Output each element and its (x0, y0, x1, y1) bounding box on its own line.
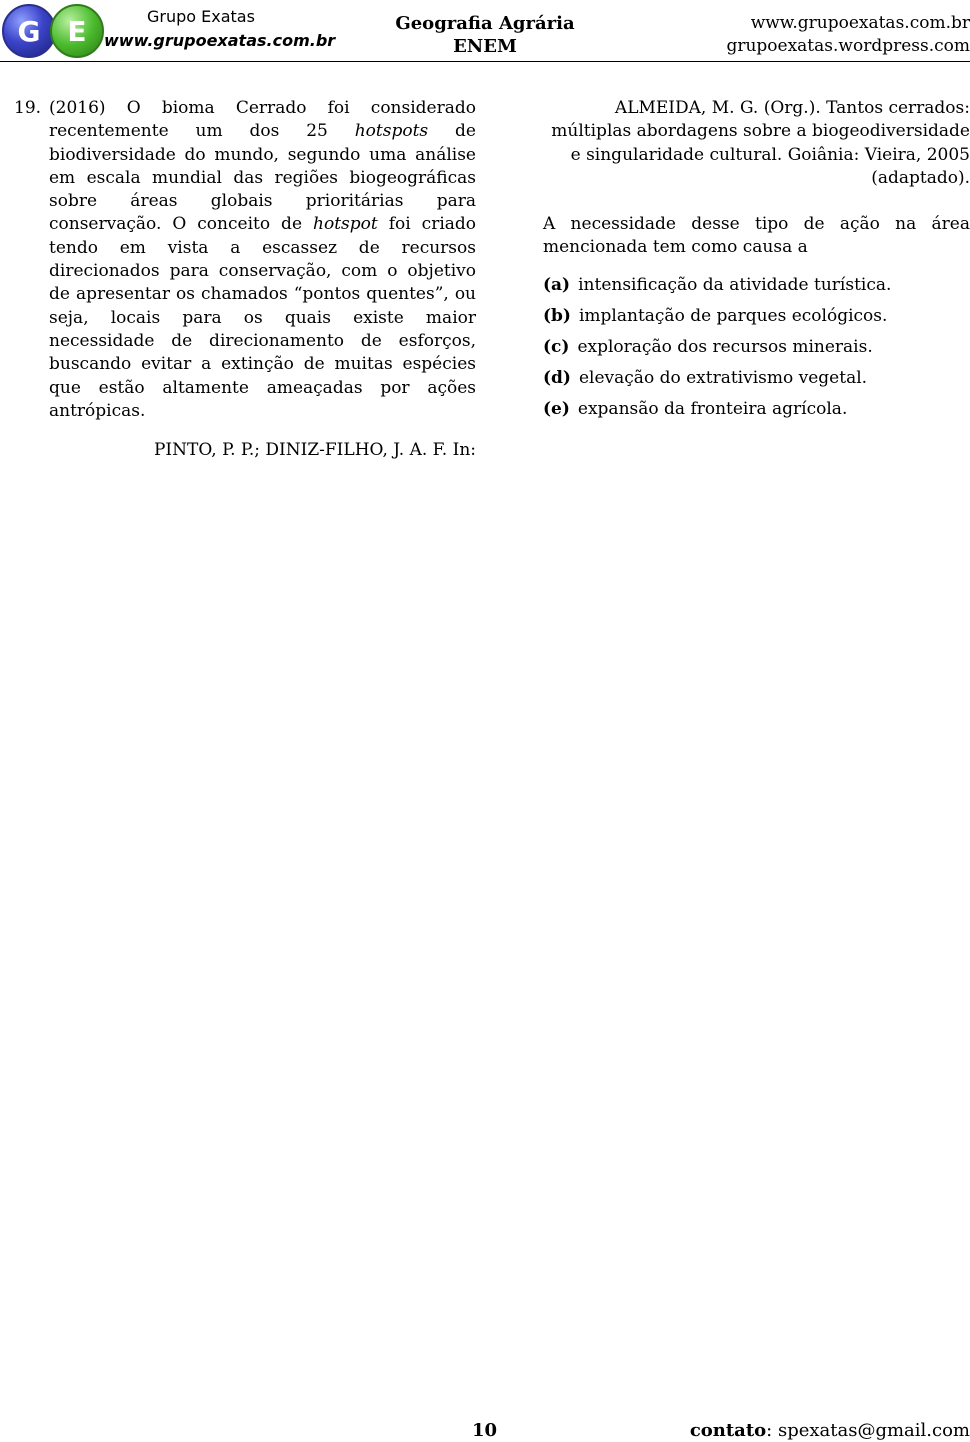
answer-option-c[interactable] (543, 336, 970, 359)
question-text-part: foi criado tendo em vista a escassez de recursos direcionados para conservação, com o objetivo de apresentar os chamados “pontos quentes”, ou seja, locais para os quais existe maior necessidade de direcionamento de esforços, buscando evitar a extinção de muitas espécies que estão altamente ameaçadas por ações antrópicas. (49, 214, 477, 421)
question-text (49, 97, 476, 423)
answer-option-d[interactable] (543, 367, 970, 390)
logo-url: www.grupoexatas.com.br (104, 31, 336, 50)
option-text: exploração dos recursos minerais. (577, 336, 873, 357)
option-text: elevação do extrativismo vegetal. (578, 368, 868, 389)
option-text: expansão da fronteira agrícola. (577, 399, 848, 420)
answer-option-a[interactable] (543, 274, 970, 297)
question-text-part: (2016) O bioma Cerrado foi considerado recentemente um dos 25 (49, 98, 476, 142)
question-number: 19. (14, 98, 42, 118)
option-letter: (d) (543, 368, 571, 389)
contact-email: : spexatas@gmail.com (766, 1420, 970, 1441)
answer-option-e[interactable] (543, 398, 970, 421)
source-citation-end: ALMEIDA, M. G. (Org.). Tantos cerrados: múltiplas abordagens sobre a biogeodiversidade e singularidade cultural. Goiânia: Vieira, 2005 (adaptado). (551, 98, 970, 188)
question-stem: A necessidade desse tipo de ação na área mencionada tem como causa a (543, 214, 970, 258)
page-number: 10 (472, 1420, 498, 1441)
left-column (14, 97, 476, 462)
page-header (0, 0, 970, 62)
header-sites (726, 12, 970, 58)
logo-g-circle: G (2, 4, 56, 58)
option-letter: (e) (543, 399, 570, 420)
answer-option-b[interactable] (543, 305, 970, 328)
question-text-part: de biodiversidade do mundo, segundo uma análise em escala mundial das regiões biogeográficas sobre áreas globais prioritárias para conservação. O conceito de (49, 121, 476, 235)
option-letter: (c) (543, 336, 570, 357)
title-subject: Geografia Agrária (395, 13, 575, 34)
header-divider (0, 61, 970, 62)
source-citation-start: PINTO, P. P.; DINIZ-FILHO, J. A. F. In: (153, 440, 476, 461)
site-link-1: www.grupoexatas.com.br (750, 13, 970, 33)
title-exam: ENEM (453, 36, 517, 57)
option-text: intensificação da atividade turística. (578, 274, 892, 295)
footer-contact (690, 1420, 970, 1441)
logo (2, 3, 336, 57)
site-link-2: grupoexatas.wordpress.com (726, 36, 970, 56)
contact-label: contato (689, 1420, 767, 1441)
question-text-emphasis: hotspots (354, 121, 429, 142)
right-column (543, 97, 970, 429)
document-title (385, 12, 585, 58)
logo-e-circle: E (50, 4, 104, 58)
option-text: implantação de parques ecológicos. (578, 305, 888, 326)
logo-name: Grupo Exatas (147, 7, 255, 26)
question-text-emphasis: hotspot (313, 214, 378, 235)
answer-options (543, 274, 970, 422)
option-letter: (b) (543, 305, 571, 326)
option-letter: (a) (543, 274, 571, 295)
